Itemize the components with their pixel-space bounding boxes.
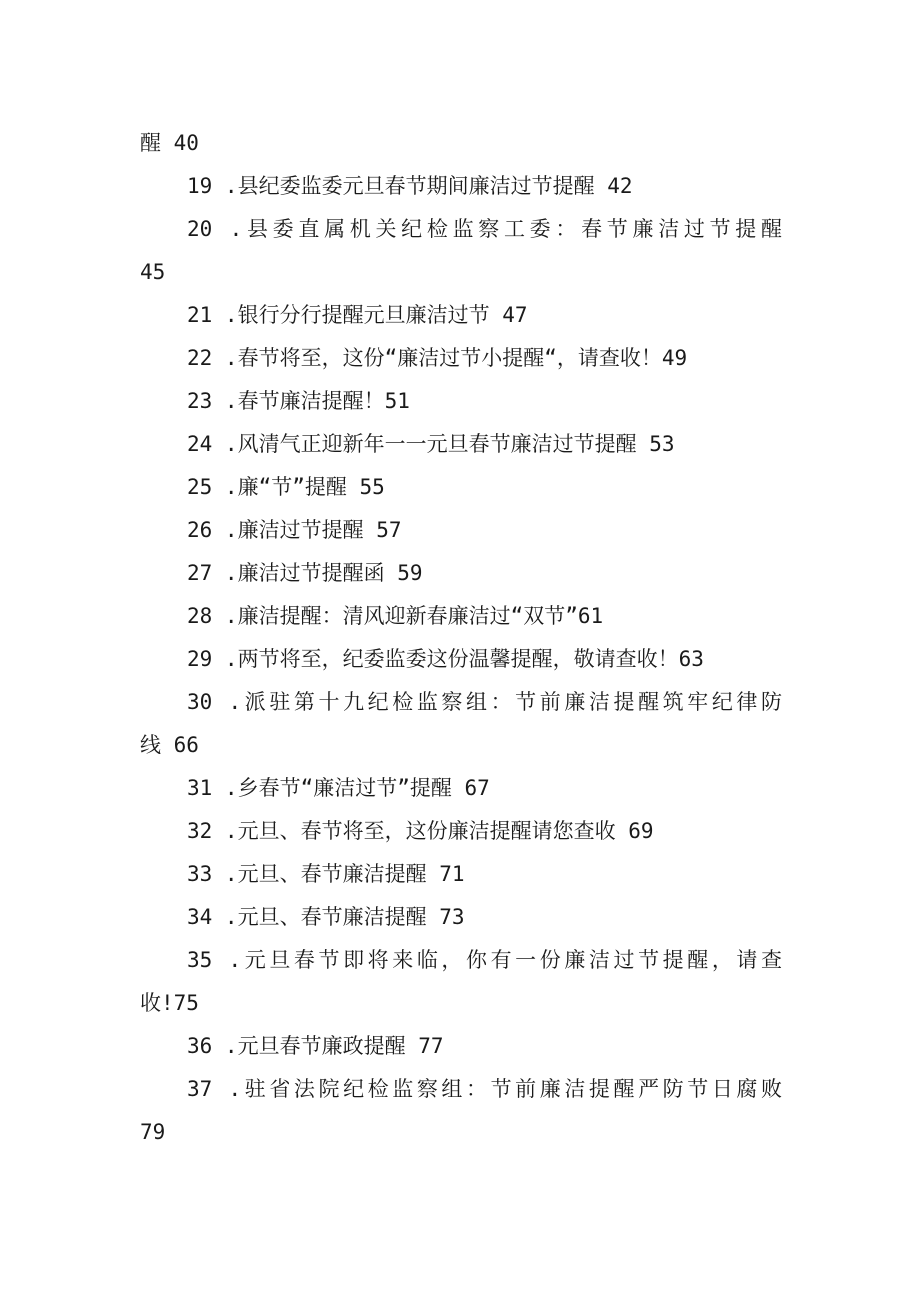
toc-entry: 28 .廉洁提醒：清风迎新春廉洁过“双节”61 [187,604,604,628]
toc-entry: 20 .县委直属机关纪检监察工委：春节廉洁过节提醒 [187,217,782,241]
toc-entry: 27 .廉洁过节提醒函 59 [187,561,423,585]
toc-entry: 32 .元旦、春节将至，这份廉洁提醒请您查收 69 [187,819,654,843]
toc-entry: 线 66 [140,733,199,757]
toc-entry: 21 .银行分行提醒元旦廉洁过节 47 [187,303,528,327]
toc-entry: 79 [140,1120,166,1144]
toc-entry: 36 .元旦春节廉政提醒 77 [187,1034,444,1058]
toc-entry: 24 .风清气正迎新年一一元旦春节廉洁过节提醒 53 [187,432,675,456]
toc-entry: 34 .元旦、春节廉洁提醒 73 [187,905,465,929]
toc-entry: 31 .乡春节“廉洁过节”提醒 67 [187,776,490,800]
toc-entry: 45 [140,260,166,284]
toc-entry: 收!75 [140,991,199,1015]
table-of-contents [140,122,782,1154]
toc-entry: 30 .派驻第十九纪检监察组：节前廉洁提醒筑牢纪律防 [187,690,782,714]
toc-entry: 25 .廉“节”提醒 55 [187,475,385,499]
toc-entry: 23 .春节廉洁提醒！51 [187,389,410,413]
toc-entry: 22 .春节将至，这份“廉洁过节小提醒“，请查收！49 [187,346,688,370]
toc-entry: 37 .驻省法院纪检监察组：节前廉洁提醒严防节日腐败 [187,1077,782,1101]
toc-entry: 19 .县纪委监委元旦春节期间廉洁过节提醒 42 [187,174,633,198]
toc-entry: 26 .廉洁过节提醒 57 [187,518,402,542]
toc-entry: 33 .元旦、春节廉洁提醒 71 [187,862,465,886]
toc-entry: 35 .元旦春节即将来临，你有一份廉洁过节提醒，请查 [187,948,782,972]
toc-entry: 29 .两节将至，纪委监委这份温馨提醒，敬请查收！63 [187,647,704,671]
toc-entry: 醒 40 [140,131,199,155]
